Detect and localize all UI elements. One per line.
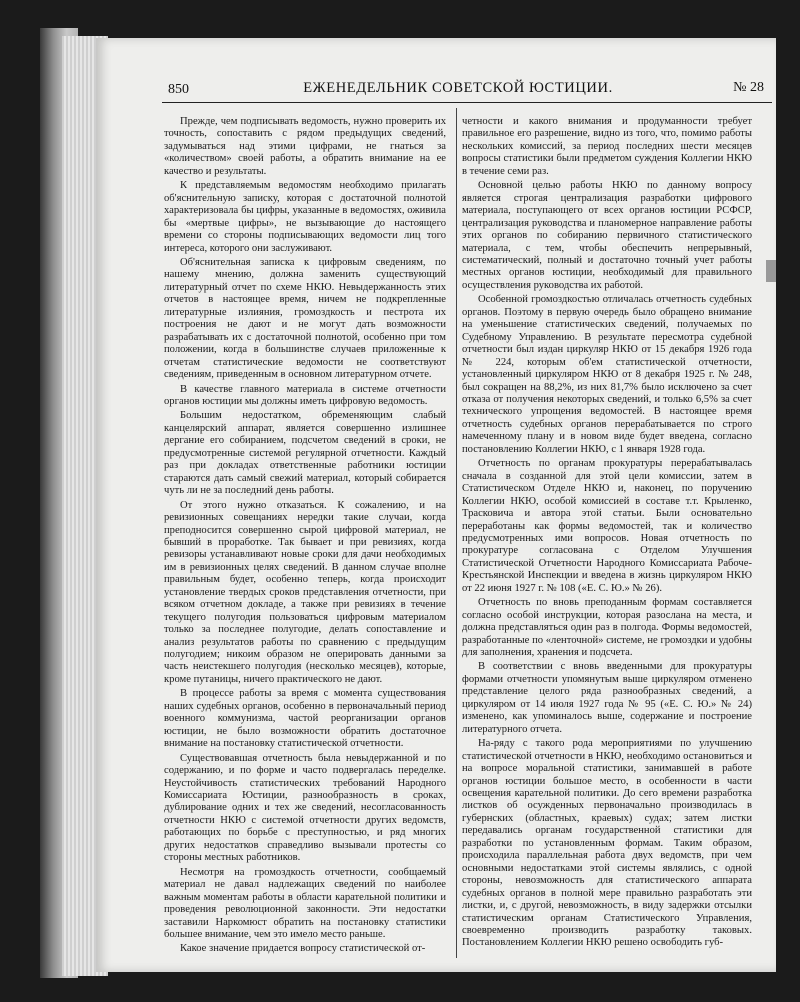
paragraph: Отчетность по вновь преподанным формам составляется согласно особой инструкции, которая разослана на места, и должна представляться один раз в полгода. Формы ведомостей, разработанные по «ленточной» системе, не громоздки и удобны для заполнения, хранения и подсчета. <box>462 597 752 659</box>
paragraph: Прежде, чем подписывать ведомость, нужно проверить их точность, сопоставить с рядом предыдущих сведений, задумываться над этими цифрами, не гнаться за «количеством» своей работы, а обратить внимание на ее качество и результаты. <box>164 116 446 177</box>
left-column <box>164 116 446 960</box>
paragraph: Большим недостатком, обременяющим слабый канцелярский аппарат, является совершенно излишнее дергание его собиранием, подсчетом сведений в сроки, не предусмотренные системой регулярной отчетности. Каждый раз при докладах ответственные работники юстиции стараются дать самый свежий материал, который собирается чуть ли не за последний день работы. <box>164 410 446 497</box>
paragraph: В соответствии с вновь введенными для прокуратуры формами отчетности упомянутым выше циркуляром отменено представление целого ряда разнообразных сведений, а циркуляром от 14 июля 1927 года № 95 («Е. С. Ю.» № 24) изменено, как упоминалось выше, содержание и построение литературного отчета. <box>462 661 752 735</box>
header-rule <box>162 102 772 103</box>
issue-number: № 28 <box>733 80 764 95</box>
paragraph: Отчетность по органам прокуратуры перерабатывалась сначала в созданной для этой цели комиссии, затем в Статистическом Отделе НКЮ и, наконец, по поручению Коллегии НКЮ, особой комиссией в составе т.т. Крыленко, Трасковича и автора этой статьи. Были основательно переработаны как формы ведомостей, так и количество предусмотренных ими вопросов. Новая отчетность по прокуратуре согласована с Отделом Улучшения Статистической Отчетности Народного Комиссариата Рабоче-Крестьянской Инспекции и введена в жизнь циркуляром НКЮ от 22 июня 1927 г. № 108 («Е. С. Ю.» № 26). <box>462 458 752 594</box>
paragraph: В процессе работы за время с момента существования наших судебных органов, особенно в первоначальный период военного коммунизма, частой реорганизации органов юстиции, не было возможности обратить достаточное внимание на постановку статистической отчетности. <box>164 688 446 750</box>
paragraph: В качестве главного материала в системе отчетности органов юстиции мы должны иметь цифровую ведомость. <box>164 383 446 407</box>
journal-title: ЕЖЕНЕДЕЛЬНИК СОВЕТСКОЙ ЮСТИЦИИ. <box>303 80 613 96</box>
paragraph: К представляемым ведомостям необходимо прилагать об'яснительную записку, которая с достаточной полнотой характеризовала бы цифры, указанные в ведомостях, оживила бы «мертвые цифры», не вызывающие до настоящего времени со стороны подписывающих ведомости лиц того интереса, которого они заслуживают. <box>164 180 446 254</box>
paragraph: На-ряду с такого рода мероприятиями по улучшению статистической отчетности в НКЮ, необходимо остановиться и на вопросе моральной статистики, занимавшей в работе органов юстиции большое место, в особенности в части освещения карательной политики. До сего времени разработка листков об осужденных первоначально производилась в губернских (областных, краевых) судах; затем листки передавались органам государственной статистики для разработки по установленным формам. Таким образом, происходила параллельная работа двух ведомств, при чем основными недостатками этой системы являлись, с одной стороны, невозможность для статистического аппарата судебных органов в полной мере правильно разработать эти листки, и, с другой, невозможность, в виду задержки отсылки статистическим органам Статистического Управления, своевременно производить разработку таковых. Постановлением Коллегии НКЮ решено освободить губ- <box>462 738 752 949</box>
page-tab <box>766 260 776 282</box>
journal-page <box>96 38 776 972</box>
paragraph: Существовавшая отчетность была невыдержанной и по содержанию, и по форме и часто подвергалась переделке. Неустойчивость статистических требований Народного Комиссариата Юстиции, разнообразность в сроках, дублирование одних и тех же сведений, несогласованность отчетности НКЮ с системой отчетности других ведомств, работающих по борьбе с преступностью, и ряд многих других недостатков справедливо вызывали протесты со стороны местных работников. <box>164 752 446 864</box>
paragraph: Несмотря на громоздкость отчетности, сообщаемый материал не давал надлежащих сведений по наиболее важным моментам работы в области карательной политики и проведения революционной законности. Эти недостатки заставили Наркомюст обратить на постановку статистики большее внимание, чем это имело место раньше. <box>164 866 446 940</box>
column-divider <box>456 108 457 958</box>
paragraph: четности и какого внимания и продуманности требует правильное его разрешение, видно из того, что, помимо работы нескольких комиссий, за период последних шести месяцев вопросы статистики были предметом суждения Коллегии НКЮ в течение семи раз. <box>462 116 752 177</box>
paragraph: Об'яснительная записка к цифровым сведениям, по нашему мнению, должна заменить существующий литературный отчет по схеме НКЮ. Невыдержанность этих отчетов в настоящее время, ничем не подкрепленные литературные излияния, громоздкость и пестрота их построения не дают и не могут дать возможности разрабатывать их с достаточной полнотой, особенно при том положении, когда в большинстве случаев приложенные к отчетам статистические ведомости не соответствуют сведениям, приведенным в основном литературном отчете. <box>164 256 446 381</box>
paragraph: Особенной громоздкостью отличалась отчетность судебных органов. Поэтому в первую очередь было обращено внимание на уменьшение статистических сведений, получаемых по Судебному Управлению. В результате пересмотра судебной отчетности был издан циркуляр НКЮ от 15 декабря 1926 года № 224, которым об'ем статистической отчетности, установленный циркуляром НКЮ от 8 декабря 1925 г. № 248, был сокращен на 88,2%, из них 81,7% было исключено за счет отказа от получения некоторых сведений, и только 6,5% за счет технического упрощения ведомостей. В настоящее время отчетность судебных органов перерабатывается по строго намеченному плану и в новом виде будет введена, согласно постановлению Коллегии НКЮ, с 1 января 1928 года. <box>462 294 752 455</box>
paragraph: Какое значение придается вопросу статистической от- <box>180 943 426 955</box>
paragraph: Основной целью работы НКЮ по данному вопросу является строгая централизация разработки цифрового материала, поступающего от всех органов юстиции РСФСР, централизация руководства и планомерное направление работы этих органов по собиранию первичного статистического материала, с тем, чтобы обеспечить непрерывный, систематический, полный и достаточно точный учет работы местных органов юстиции, необходимый для правильного осуществления руководства их работой. <box>462 180 752 291</box>
paragraph: От этого нужно отказаться. К сожалению, и на ревизионных совещаниях нередки такие случаи, когда преподносится совершенно сырой цифровой материал, не бывший в проработке. Так бывает и при ревизиях, когда ревизоры устанавливают новые сроки для дачи необходимых им в ревизионных целях сведений. В данном случае вполне правильным будет, особенно теперь, когда происходит установление твердых сроков представления отчетности, при всяком отчетном докладе, а также при ревизиях в течение текущего полугодия пользоваться цифровым материалом только за последнее полугодие, делать сопоставление и анализ результатов работы по сравнению с предыдущим полугодием; никоим образом не оперировать данными за часть неистекшего полугодия (несколько месяцев), которые, кроме путаницы, ничего практического не дают. <box>164 499 446 685</box>
page-number: 850 <box>168 82 189 97</box>
right-column <box>462 116 752 960</box>
page-header <box>168 80 764 102</box>
